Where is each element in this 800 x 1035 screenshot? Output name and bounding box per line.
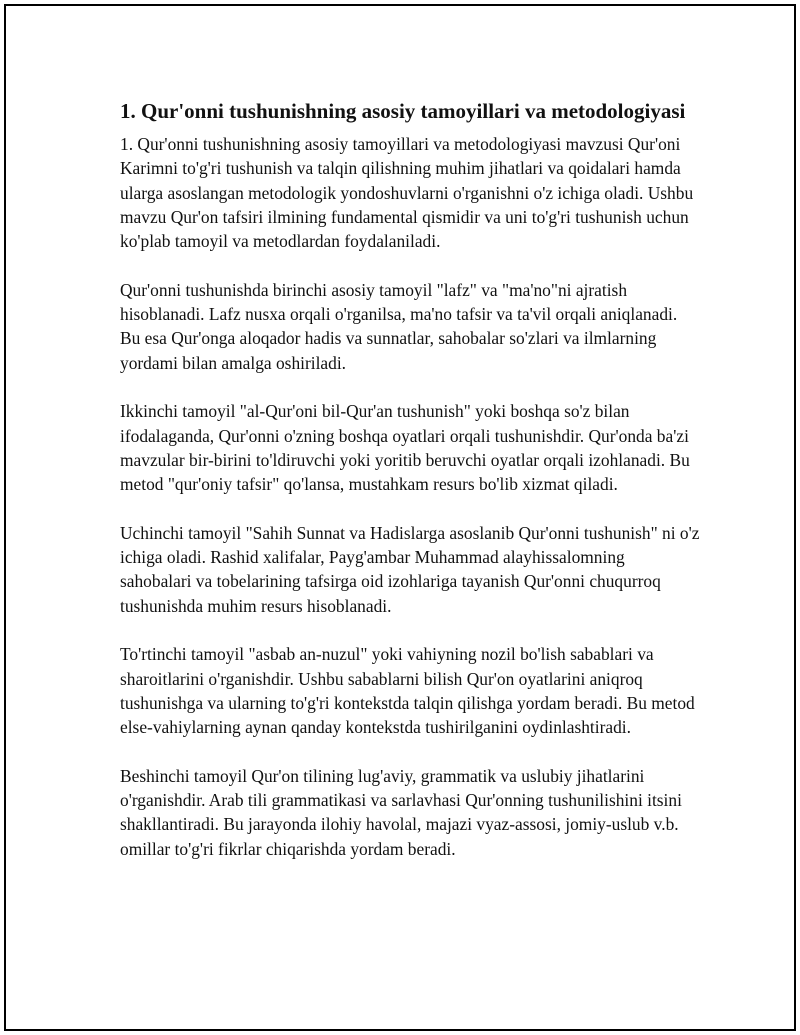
paragraph-third-principle: Uchinchi tamoyil "Sahih Sunnat va Hadislarga asoslanib Qur'onni tushunish" ni o'z ichiga oladi. Rashid xalifalar, Payg'ambar Muhammad alayhissalomning sahobalari va tobelarining tafsirga oid izohlariga tayanish Qur'onni chuqurroq tushunishda muhim resurs hisoblanadi. (120, 522, 700, 616)
paragraph-intro: 1. Qur'onni tushunishning asosiy tamoyillari va metodologiyasi mavzusi Qur'oni Karimni to'g'ri tushunish va talqin qilishning muhim jihatlari va qoidalari hamda ularga asoslangan metodologik yondoshuvlarni o'rganishni o'z ichiga oladi. Ushbu mavzu Qur'on tafsiri ilmining fundamental qismidir va uni to'g'ri tushunish uchun ko'plab tamoyil va metodlardan foydalaniladi. (120, 134, 694, 252)
document-heading: 1. Qur'onni tushunishning asosiy tamoyillari va metodologiyasi (120, 99, 686, 123)
page-frame (4, 4, 796, 1031)
paragraph-fifth-principle: Beshinchi tamoyil Qur'on tilining lug'aviy, grammatik va uslubiy jihatlarini o'rganishdir. Arab tili grammatikasi va sarlavhasi Qur'onning tushunilishini itsini shakllantiradi. Bu jarayonda ilohiy havolal, majazi vyaz-assosi, jomiy-uslub v.b. omillar to'g'ri fikrlar chiqarishda yordam beradi. (120, 765, 682, 859)
paragraph-fourth-principle: To'rtinchi tamoyil "asbab an-nuzul" yoki vahiyning nozil bo'lish sabablari va sharoitlarini o'rganishdir. Ushbu sabablarni bilish Qur'on oyatlarini aniqroq tushunishga va ularning to'g'ri kontekstda talqin qilishga yordam beradi. Bu metod else-vahiylarning aynan qanday kontekstda tushirilganini oydinlashtiradi. (120, 644, 695, 738)
paragraph-second-principle: Ikkinchi tamoyil "al-Qur'oni bil-Qur'an tushunish" yoki boshqa so'z bilan ifodalaganda, Qur'onni o'zning boshqa oyatlari orqali tushunishdir. Qur'onda ba'zi mavzular bir-birini to'ldiruvchi yoki yoritib beruvchi oyatlar orqali izohlanadi. Bu metod "qur'oniy tafsir" qo'lansa, mustahkam resurs bo'lib xizmat qiladi. (120, 401, 690, 495)
document-body (120, 96, 700, 885)
paragraph-first-principle: Qur'onni tushunishda birinchi asosiy tamoyil "lafz" va "ma'no"ni ajratish hisoblanadi. Lafz nusxa orqali o'rganilsa, ma'no tafsir va ta'vil orqali aniqlanadi. Bu esa Qur'onga aloqador hadis va sunnatlar, sahobalar so'zlari va ilmlarning yordami bilan amalga oshiriladi. (120, 279, 678, 373)
